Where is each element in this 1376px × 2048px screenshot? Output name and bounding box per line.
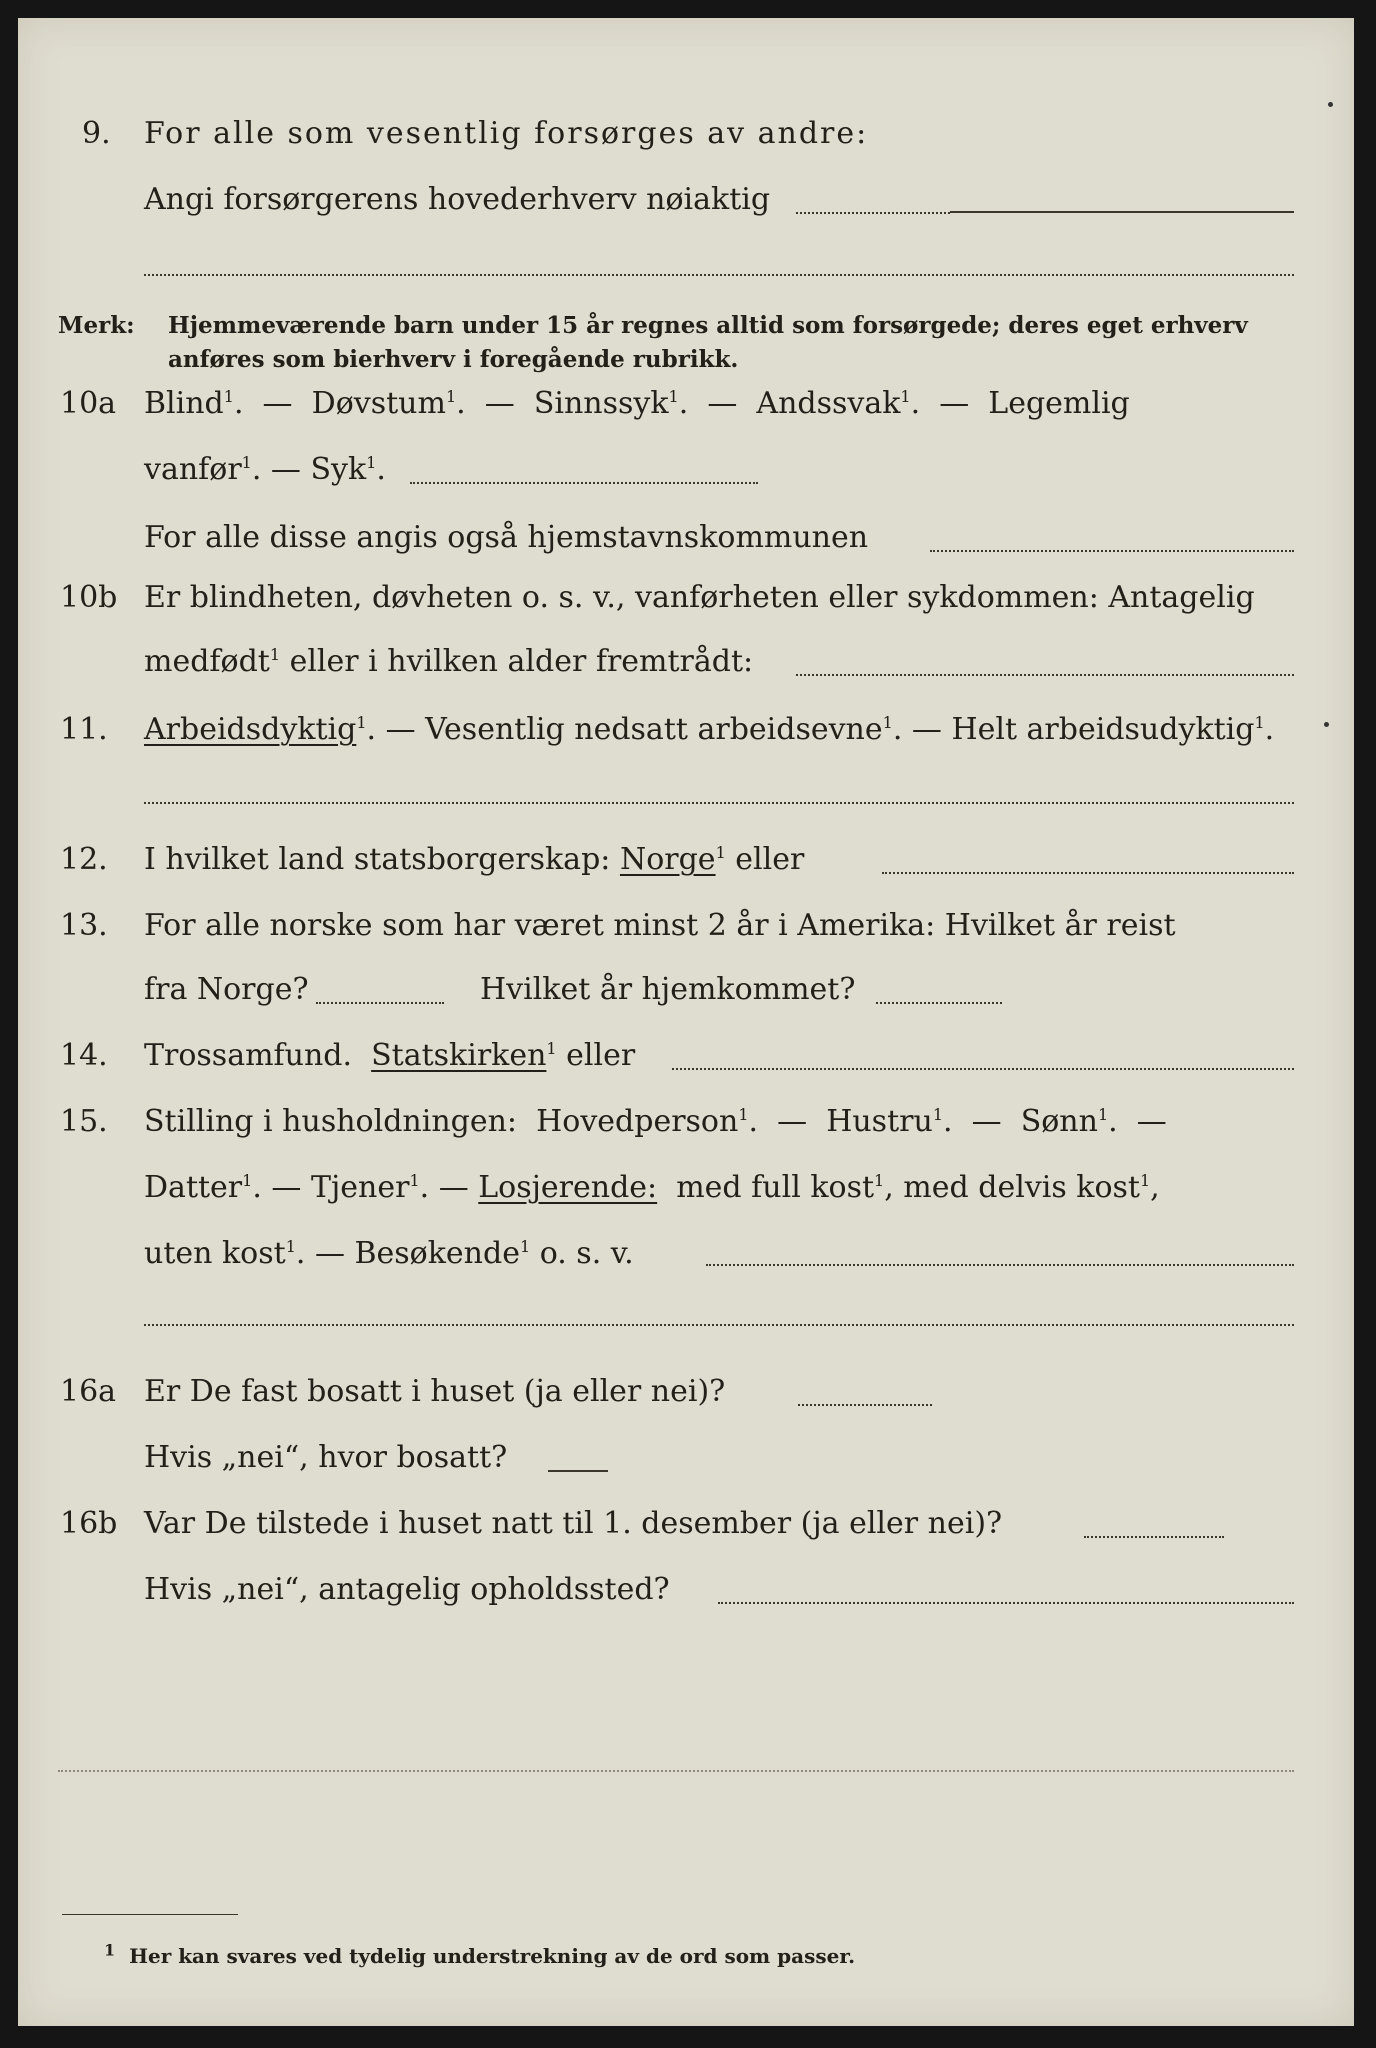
option-vanfor: vanfør [144, 452, 242, 487]
q10a-line2: vanfør$^1$. — Syk$^1$. [144, 452, 386, 487]
answer-line[interactable] [798, 1404, 932, 1406]
q16b-line1: Var De tilstede i huset natt til 1. desember (ja eller nei)? [144, 1506, 1003, 1541]
answer-line[interactable] [672, 1068, 1294, 1070]
note-line2: anføres som bierhverv i foregående rubrikk. [168, 346, 739, 373]
question-number: 10a [60, 386, 117, 421]
answer-line[interactable] [144, 802, 1294, 804]
blank-ruled-line [58, 1770, 1294, 1772]
answer-line[interactable] [876, 1002, 1002, 1004]
q14-line: Trossamfund. Statskirken$^1$ eller [144, 1038, 636, 1073]
option-medfodt: medfødt [144, 644, 270, 679]
question-number: 12. [60, 842, 108, 877]
q9-line1: For alle som vesentlig forsørges av andre: [144, 116, 869, 151]
q9-line2: Angi forsørgerens hovederhverv nøiaktig [144, 182, 771, 217]
q13-line1: For alle norske som har været minst 2 år i Amerika: Hvilket år reist [144, 908, 1176, 943]
option-blind: Blind [144, 386, 224, 421]
census-form-page [18, 18, 1354, 2026]
q13-hjem: Hvilket år hjemkommet? [480, 972, 856, 1007]
note-line1: Hjemmeværende barn under 15 år regnes alltid som forsørgede; deres eget erhverv [168, 312, 1248, 339]
answer-line[interactable] [316, 1002, 444, 1004]
answer-line[interactable] [548, 1470, 608, 1472]
answer-line[interactable] [410, 482, 758, 484]
paper-speck [1328, 102, 1333, 107]
answer-line[interactable] [930, 550, 1294, 552]
q10b-line1: Er blindheten, døvheten o. s. v., vanførheten eller sykdommen: Antagelig [144, 580, 1255, 615]
option-udyktig: Helt arbeidsudyktig [951, 712, 1255, 747]
question-number: 10b [60, 580, 118, 615]
option-losjerende-underlined: Losjerende: [478, 1170, 658, 1205]
answer-line[interactable] [1084, 1536, 1224, 1538]
answer-line[interactable] [796, 212, 950, 214]
q15-line2: Datter$^1$. — Tjener$^1$. — Losjerende: med full kost$^1$, med delvis kost$^1$, [144, 1170, 1160, 1205]
q11-options: Arbeidsdyktig$^1$. — Vesentlig nedsatt arbeidsevne$^1$. — Helt arbeidsudyktig$^1$. [144, 712, 1275, 747]
footnote: $^1$ Her kan svares ved tydelig understrekning av de ord som passer. [104, 1940, 856, 1968]
option-syk: Syk [310, 452, 367, 487]
q16b-line2: Hvis „nei“, antagelig opholdssted? [144, 1572, 670, 1607]
q15-line1: Stilling i husholdningen: Hovedperson$^1$. — Hustru$^1$. — Sønn$^1$. — [144, 1104, 1167, 1139]
q10a-line1: Blind$^1$. — Døvstum$^1$. — Sinnssyk$^1$. — Andssvak$^1$. — Legemlig [144, 386, 1130, 421]
answer-line[interactable] [882, 872, 1294, 874]
q13-reist: fra Norge? [144, 972, 309, 1007]
paper-speck [1324, 722, 1329, 727]
question-number: 16a [60, 1374, 117, 1409]
q12-line: I hvilket land statsborgerskap: Norge$^1$ eller [144, 842, 805, 877]
option-nedsatt: Vesentlig nedsatt arbeidsevne [425, 712, 883, 747]
q16a-line1: Er De fast bosatt i huset (ja eller nei)? [144, 1374, 726, 1409]
option-sinnssyk: Sinnssyk [533, 386, 669, 421]
q15-line3: uten kost$^1$. — Besøkende$^1$ o. s. v. [144, 1236, 634, 1271]
answer-line[interactable] [796, 674, 1294, 676]
note-label: Merk: [58, 312, 135, 339]
answer-line[interactable] [950, 211, 1294, 213]
option-arbeidsdyktig-underlined: Arbeidsdyktig [144, 712, 357, 747]
question-number: 14. [60, 1038, 108, 1073]
footnote-mark: 1 [104, 1940, 116, 1960]
footnote-rule [62, 1914, 238, 1915]
question-number: 15. [60, 1104, 108, 1139]
q16a-line2: Hvis „nei“, hvor bosatt? [144, 1440, 508, 1475]
question-number: 11. [60, 712, 108, 747]
option-legemlig: Legemlig [988, 386, 1130, 421]
option-statskirken-underlined: Statskirken [371, 1038, 547, 1073]
q10a-line3: For alle disse angis også hjemstavnskommunen [144, 520, 869, 555]
q10b-line2: medfødt$^1$ eller i hvilken alder fremtrådt: [144, 644, 754, 679]
option-andssvak: Andssvak [756, 386, 901, 421]
question-number: 9. [82, 116, 111, 151]
answer-line[interactable] [144, 274, 1294, 276]
answer-line[interactable] [706, 1264, 1294, 1266]
answer-line[interactable] [718, 1602, 1294, 1604]
option-norge-underlined: Norge [619, 842, 716, 877]
question-number: 16b [60, 1506, 118, 1541]
answer-line[interactable] [144, 1324, 1294, 1326]
question-number: 13. [60, 908, 108, 943]
option-dovstum: Døvstum [311, 386, 446, 421]
